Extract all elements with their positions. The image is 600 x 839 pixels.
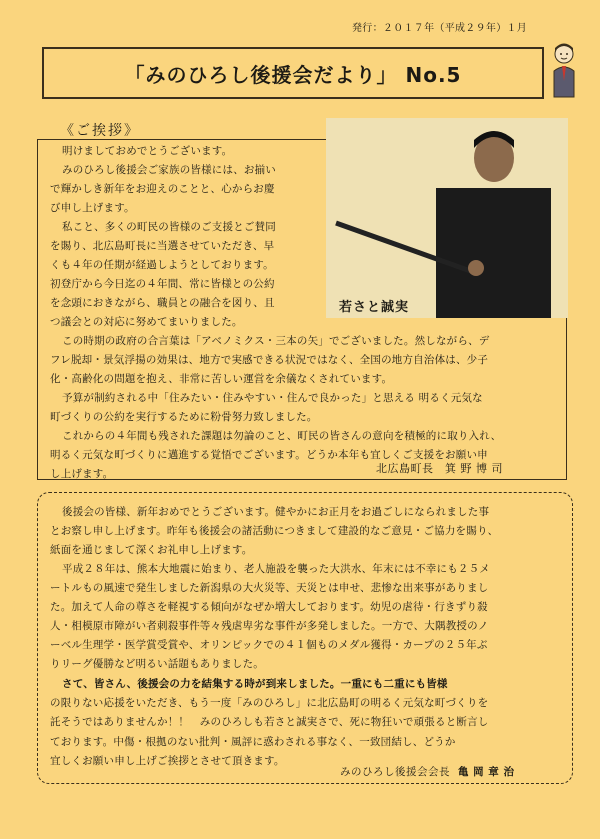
greeting-line: 私こと、多くの町民の皆様のご支援とご賛同 (62, 221, 276, 233)
mascot-illustration (550, 41, 578, 99)
greeting-line: 予算が制約される中「住みたい・住みやすい・住んで良かった」と思える 明るく元気な (62, 392, 483, 404)
chair-signature (340, 764, 514, 779)
support-line: た。加えて人命の尊さを軽視する傾向がなぜか増大しております。幼児の虐待・行きずり殺 (50, 601, 488, 613)
greeting-line: で輝かしき新年をお迎えのことと、心からお慶 (50, 183, 275, 195)
chair-title: みのひろし後援会会長 (340, 766, 450, 778)
greeting-line: 明けましておめでとうございます。 (62, 145, 233, 157)
greeting-line: し上げます。 (50, 468, 114, 480)
greeting-line: この時期の政府の合言葉は「アベノミクス・三本の矢」でございました。然しながら、デ (62, 335, 490, 347)
support-line: ーベル生理学・医学賞受賞や、オリンピックでの４１個ものメダル獲得・カープの２５年ぶ (50, 639, 488, 651)
greeting-line: つ議会との対応に努めてまいりました。 (50, 316, 243, 328)
issue-date: 発行：２０１７年（平成２９年）１月 (352, 23, 528, 34)
support-line: 後援会の皆様、新年おめでとうございます。健やかにお正月をお過ごしになられました事 (62, 506, 490, 518)
greeting-line: これからの４年間も残された課題は勿論のこと、町民の皆さんの意向を積極的に取り入れ、 (62, 430, 502, 442)
greeting-line: を念頭におきながら、職員との融合を図り、且 (50, 297, 275, 309)
support-line: 宜しくお願い申し上げご挨拶とさせて頂きます。 (50, 755, 285, 767)
greeting-heading: 《ご挨拶》 (60, 123, 140, 139)
greeting-line: くも４年の任期が経過しようとしております。 (50, 259, 274, 271)
support-line: 託そうではありませんか！！ みのひろしも若さと誠実さで、死に物狂いで頑張ると断言し (50, 716, 489, 728)
support-line: りリーグ優勝など明るい話題もありました。 (50, 658, 264, 670)
support-line: さて、皆さん、後援会の力を結集する時が到来しました。一重にも二重にも皆様 (62, 678, 448, 690)
chair-name: 亀 岡 章 治 (458, 766, 515, 778)
support-line: 紙面を通じまして深くお礼申し上げます。 (50, 544, 253, 556)
support-line: ートルもの風速で発生しました新潟県の大火災等、天災とは申せ、悲惨な出来事がありまし (50, 582, 489, 594)
greeting-line: 初登庁から今日迄の４年間、常に皆様との公約 (50, 278, 275, 290)
support-line: とお察し申し上げます。昨年も後援会の諸活動につきまして建設的なご意見・ご協力を賜り、 (50, 525, 499, 537)
greeting-line: フレ脱却・景気浮揚の効果は、地方で実感できる状況ではなく、全国の地方自治体は、少子 (50, 354, 489, 366)
support-line: 平成２８年は、熊本大地震に始まり、老人施設を襲った大洪水、年末には不幸にも２５メ (62, 563, 490, 575)
photo-caption: 若さと誠実 (339, 300, 410, 315)
mayor-signature: 北広島町長 箕 野 博 司 (376, 462, 503, 475)
greeting-line: 化・高齢化の問題を抱え、非常に苦しい運営を余儀なくされています。 (50, 373, 393, 385)
portrait-photo (326, 118, 568, 318)
greeting-line: 町づくりの公約を実行するために粉骨努力致しました。 (50, 411, 318, 423)
support-line: 人・相模原市障がい者刺殺事件等々残虐卑劣な事件が多発しました。一方で、大隅教授のノ (50, 620, 489, 632)
greeting-line: を賜り、北広島町長に当選させていただき、早 (50, 240, 275, 252)
support-line: の限りない応援をいただき、もう一度「みのひろし」に北広島町の明るく元気な町づくりを (50, 697, 489, 709)
greeting-line: 明るく元気な町づくりに邁進する覚悟でございます。どうか本年も宜しくご支援をお願い申 (50, 449, 488, 461)
newsletter-title: 「みのひろし後援会だより」 No.5 (42, 47, 544, 99)
greeting-line: び申し上げます。 (50, 202, 135, 214)
support-line: ております。中傷・根拠のない批判・風評に惑わされる事なく、一致団結し、どうか (50, 736, 456, 748)
greeting-line: みのひろし後援会ご家族の皆様には、お揃い (62, 164, 276, 176)
